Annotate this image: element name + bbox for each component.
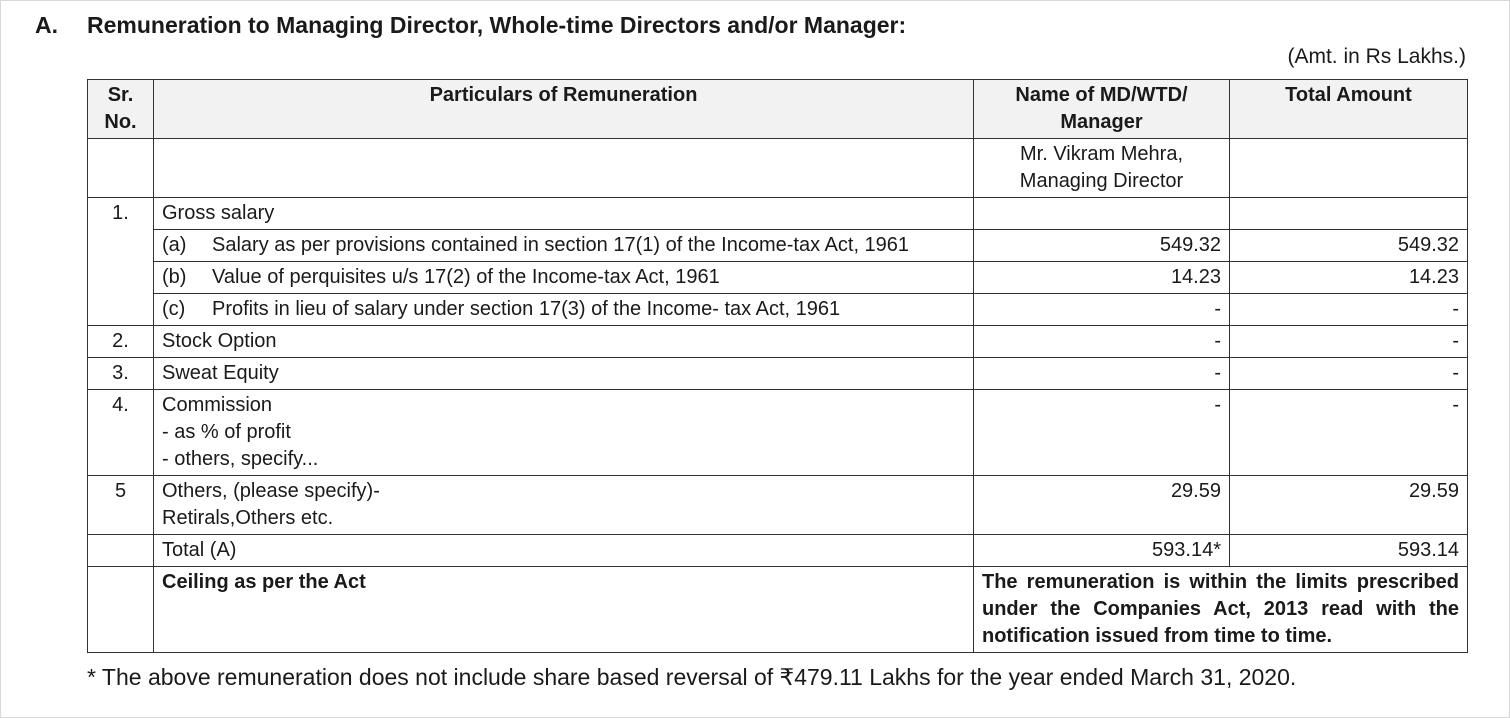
sub-item-prefix: (b) [162, 266, 187, 288]
particulars-cell: Sweat Equity [154, 358, 974, 390]
table-row [88, 476, 1468, 535]
particulars-cell [154, 230, 974, 262]
header-name: Name of MD/WTD/ Manager [974, 80, 1230, 139]
ceiling-text: The remuneration is within the limits prescribed under the Companies Act, 2013 read with the notification issued from time to time. [974, 567, 1468, 653]
sub-item-prefix: (c) [162, 298, 186, 320]
amount-cell: - [974, 326, 1230, 358]
sub-item-label: Value of perquisites u/s 17(2) of the Income-tax Act, 1961 [212, 266, 720, 288]
remuneration-table [87, 79, 1468, 653]
sr-no-cell: 5 [88, 476, 154, 535]
ceiling-row [88, 567, 1468, 653]
header-row [88, 80, 1468, 139]
director-name-line2: Managing Director [1019, 170, 1184, 192]
commission-label: Commission [162, 394, 273, 416]
grand-total-cell: 593.14 [1230, 535, 1468, 567]
table-row [88, 198, 1468, 230]
amount-cell: - [974, 294, 1230, 326]
particulars-cell [154, 262, 974, 294]
particulars-cell: Stock Option [154, 326, 974, 358]
particulars-cell [154, 476, 974, 535]
section-letter: A. [35, 12, 58, 38]
others-label: Others, (please specify)- [162, 480, 380, 502]
section-title: Remuneration to Managing Director, Whole-time Directors and/or Manager: [87, 12, 907, 38]
table-row [88, 230, 1468, 262]
sr-no-cell: 4. [88, 390, 154, 476]
sr-no-cell: 1. [88, 198, 154, 326]
total-cell: 29.59 [1230, 476, 1468, 535]
header-sr-no: Sr. No. [88, 80, 154, 139]
sub-item-prefix: (a) [162, 234, 187, 256]
header-total-amount: Total Amount [1230, 80, 1468, 139]
director-name-line1: Mr. Vikram Mehra, [1020, 143, 1183, 165]
total-cell: - [1230, 390, 1468, 476]
table-row [88, 390, 1468, 476]
director-name-cell [974, 139, 1230, 198]
sr-no-cell: 2. [88, 326, 154, 358]
commission-line2: - as % of profit [162, 421, 291, 443]
amount-cell: 14.23 [974, 262, 1230, 294]
total-cell: - [1230, 294, 1468, 326]
particulars-cell: Gross salary [154, 198, 974, 230]
amount-unit-note: (Amt. in Rs Lakhs.) [1287, 45, 1466, 68]
table-row [88, 294, 1468, 326]
others-line2: Retirals,Others etc. [162, 507, 334, 529]
total-cell: 14.23 [1230, 262, 1468, 294]
total-amount-cell: 593.14* [974, 535, 1230, 567]
table-row [88, 262, 1468, 294]
amount-cell: - [974, 358, 1230, 390]
particulars-cell [154, 294, 974, 326]
total-cell: - [1230, 358, 1468, 390]
director-name-row [88, 139, 1468, 198]
total-cell: - [1230, 326, 1468, 358]
amount-cell: - [974, 390, 1230, 476]
amount-cell: 549.32 [974, 230, 1230, 262]
particulars-cell [154, 390, 974, 476]
total-label: Total (A) [154, 535, 974, 567]
ceiling-label: Ceiling as per the Act [154, 567, 974, 653]
section-heading [35, 12, 906, 39]
table-row [88, 326, 1468, 358]
header-particulars: Particulars of Remuneration [154, 80, 974, 139]
sub-item-label: Salary as per provisions contained in section 17(1) of the Income-tax Act, 1961 [212, 234, 910, 256]
sr-no-cell: 3. [88, 358, 154, 390]
table-row [88, 358, 1468, 390]
total-cell: 549.32 [1230, 230, 1468, 262]
total-row [88, 535, 1468, 567]
commission-line3: - others, specify... [162, 448, 319, 470]
sub-item-label: Profits in lieu of salary under section 17(3) of the Income- tax Act, 1961 [212, 298, 841, 320]
amount-cell: 29.59 [974, 476, 1230, 535]
footnote: * The above remuneration does not include share based reversal of ₹479.11 Lakhs for the year ended March 31, 2020. [87, 664, 1297, 690]
